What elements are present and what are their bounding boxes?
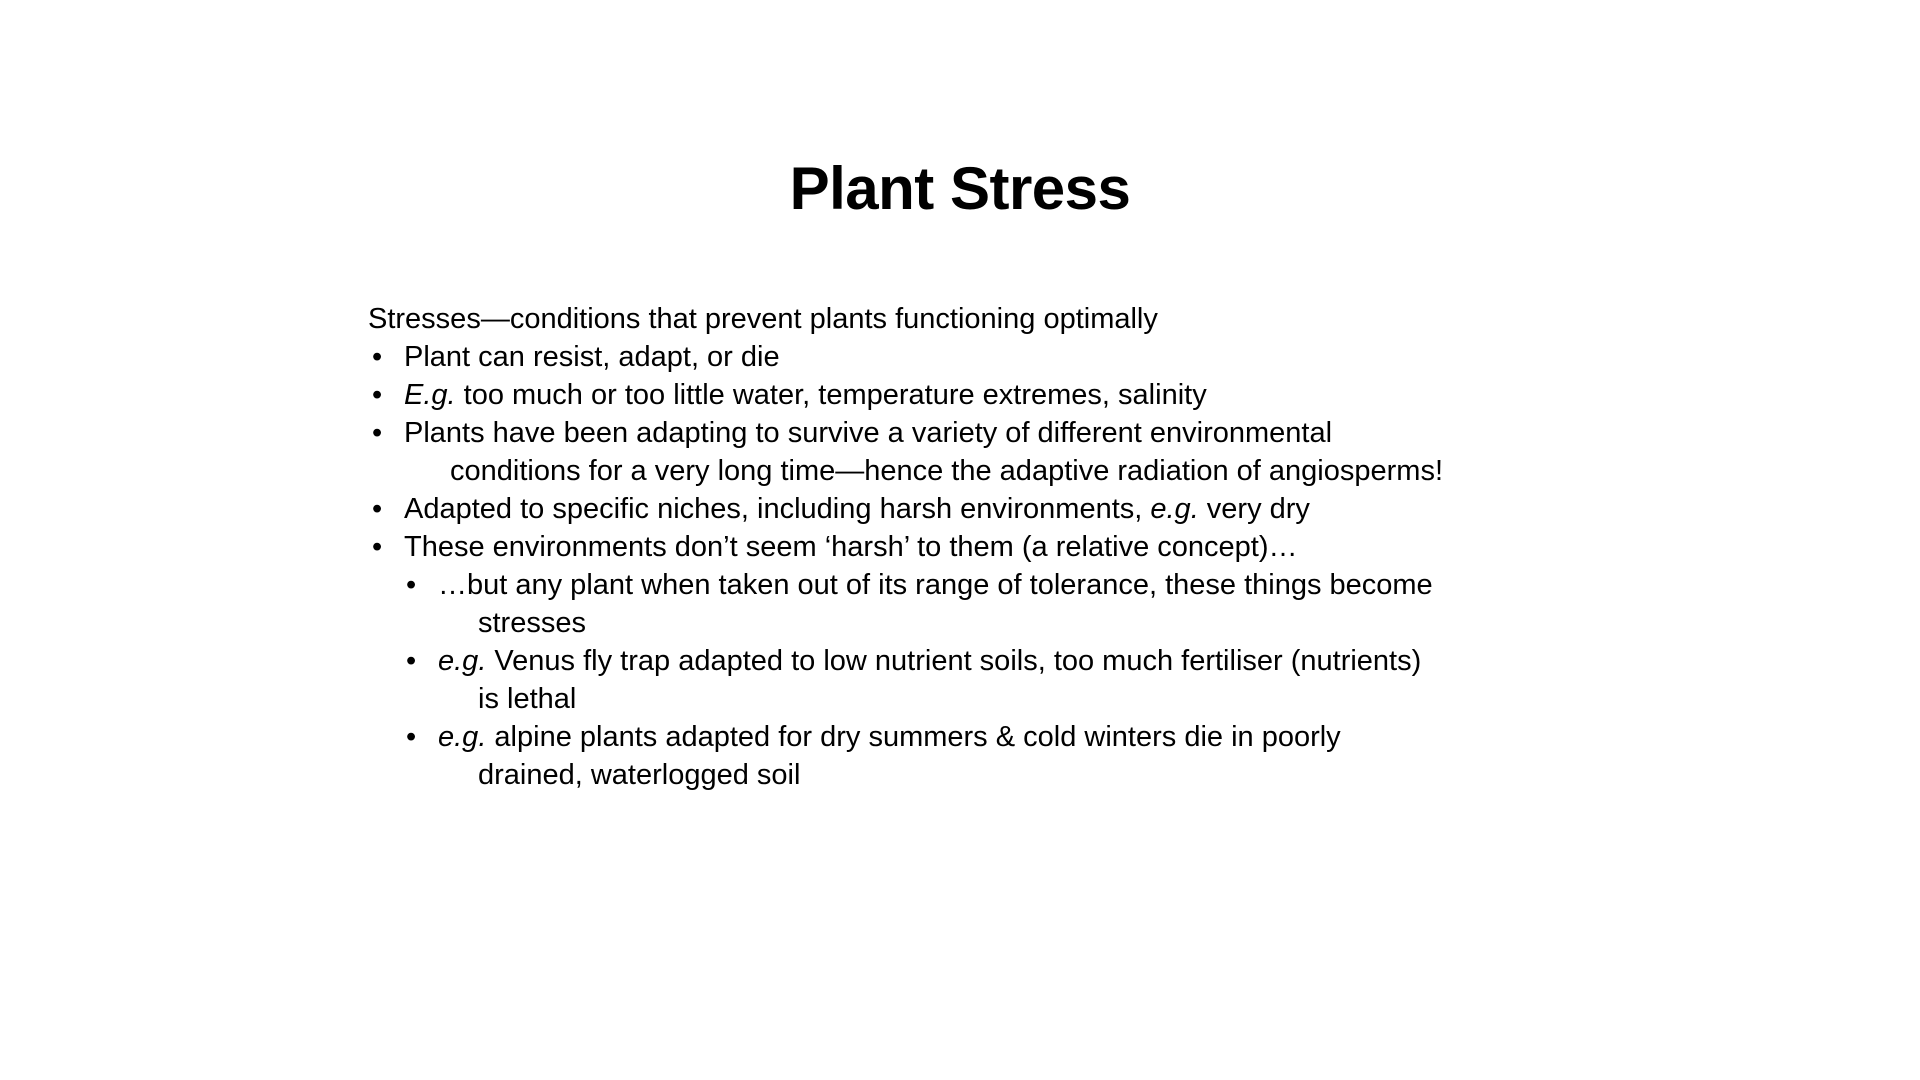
bullet-icon: • bbox=[372, 341, 383, 373]
list-item bbox=[402, 566, 1608, 642]
list-item-text-rest: Venus fly trap adapted to low nutrient soils, too much fertiliser (nutrients) bbox=[486, 645, 1422, 677]
bullet-icon: • bbox=[372, 531, 383, 563]
list-item-continuation: conditions for a very long time—hence the adaptive radiation of angiosperms! bbox=[450, 455, 1444, 487]
list-item-text bbox=[438, 642, 1608, 680]
list-item-text bbox=[404, 490, 1608, 528]
list-item-text-rest: alpine plants adapted for dry summers & cold winters die in poorly bbox=[486, 721, 1341, 753]
bullet-icon: • bbox=[372, 379, 383, 411]
emphasis-text: e.g. bbox=[1150, 493, 1199, 525]
list-item-text: Plant can resist, adapt, or die bbox=[404, 341, 780, 373]
lead-paragraph: Stresses—conditions that prevent plants functioning optimally bbox=[368, 303, 1158, 335]
list-item-continuation: is lethal bbox=[478, 683, 577, 715]
bullet-icon: • bbox=[372, 493, 383, 525]
list-item-continuation: stresses bbox=[478, 607, 586, 639]
list-item bbox=[368, 490, 1608, 528]
list-item bbox=[368, 528, 1608, 566]
list-item-text bbox=[404, 376, 1608, 414]
list-item bbox=[402, 642, 1608, 718]
bullet-list-level-2 bbox=[368, 566, 1608, 794]
list-item bbox=[368, 414, 1608, 490]
bullet-icon: • bbox=[406, 569, 417, 601]
bullet-list-level-1 bbox=[368, 338, 1608, 794]
emphasis-text: e.g. bbox=[438, 645, 487, 677]
list-item-text-head: Adapted to specific niches, including harsh environments, bbox=[404, 493, 1151, 525]
emphasis-text: e.g. bbox=[438, 721, 487, 753]
list-item bbox=[368, 376, 1608, 414]
slide-body bbox=[368, 300, 1608, 794]
list-item-text: Plants have been adapting to survive a variety of different environmental bbox=[404, 417, 1333, 449]
nested-list-container bbox=[368, 566, 1608, 794]
list-item-text: These environments don’t seem ‘harsh’ to them (a relative concept)… bbox=[404, 531, 1298, 563]
bullet-icon: • bbox=[372, 417, 383, 449]
emphasis-text: E.g. bbox=[404, 379, 456, 411]
bullet-icon: • bbox=[406, 645, 417, 677]
list-item-text-tail: very dry bbox=[1198, 493, 1310, 525]
list-item-text-rest: too much or too little water, temperature extremes, salinity bbox=[455, 379, 1207, 411]
list-item bbox=[368, 338, 1608, 376]
list-item-text: …but any plant when taken out of its range of tolerance, these things become bbox=[438, 569, 1433, 601]
page-title: Plant Stress bbox=[789, 155, 1131, 223]
list-item-text bbox=[438, 718, 1608, 756]
list-item-continuation: drained, waterlogged soil bbox=[478, 759, 801, 791]
list-item bbox=[402, 718, 1608, 794]
bullet-icon: • bbox=[406, 721, 417, 753]
